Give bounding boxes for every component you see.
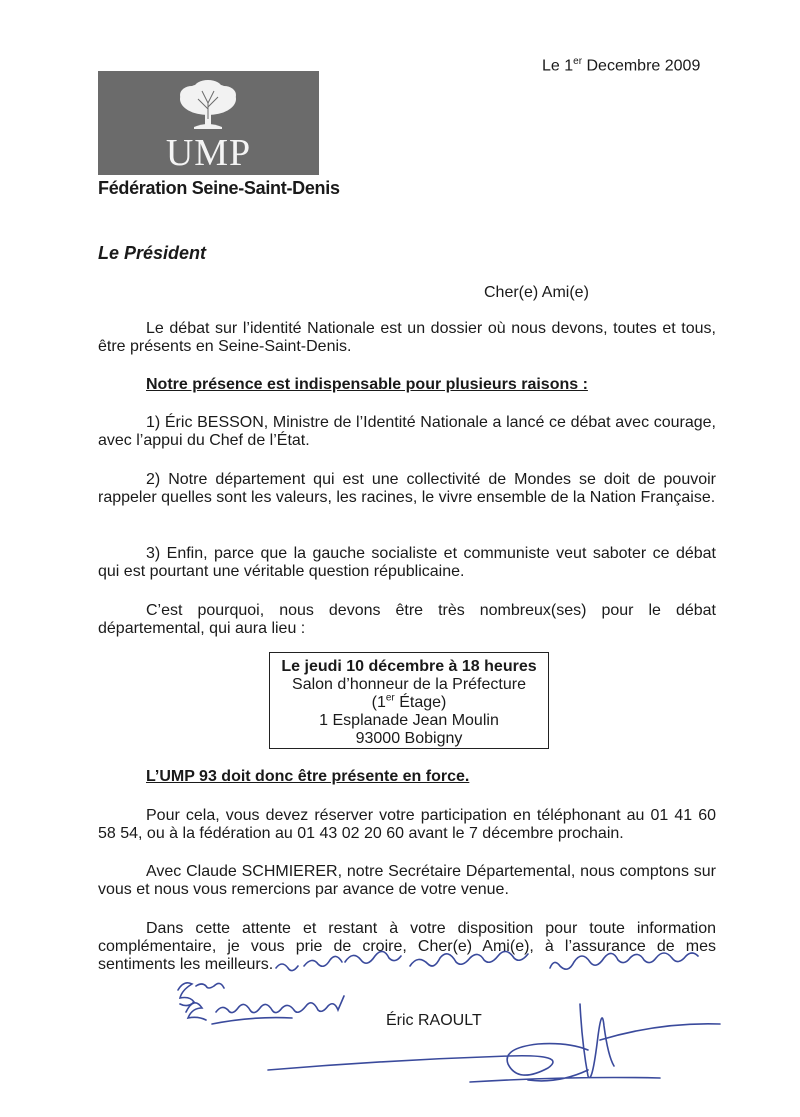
- transition-paragraph: C’est pourquoi, nous devons être très nombreux(ses) pour le débat départemental, qui aura lieu :: [98, 602, 716, 637]
- event-when: Le jeudi 10 décembre à 18 heures: [281, 658, 537, 675]
- reason-3-paragraph: 3) Enfin, parce que la gauche socialiste et communiste veut saboter ce débat qui est pourtant une véritable question républicaine.: [98, 545, 716, 580]
- reason-2-paragraph: 2) Notre département qui est une collectivité de Mondes se doit de pouvoir rappeler quelles sont les valeurs, les racines, le vivre ensemble de la Nation Française.: [98, 471, 716, 506]
- secretary-paragraph: Avec Claude SCHMIERER, notre Secrétaire Départemental, nous comptons sur vous et nous vous remercions par avance de votre venue.: [98, 863, 716, 898]
- handwritten-note: [178, 983, 344, 1020]
- intro-paragraph: Le débat sur l’identité Nationale est un dossier où nous devons, toutes et tous, être présents en Seine-Saint-Denis.: [98, 320, 716, 355]
- handwritten-addition: [276, 951, 698, 970]
- floor-prefix: (1: [371, 694, 386, 711]
- force-heading: L’UMP 93 doit donc être présente en force.: [146, 768, 470, 785]
- reasons-heading: Notre présence est indispensable pour plusieurs raisons :: [146, 376, 588, 393]
- salutation: Cher(e) Ami(e): [484, 284, 589, 301]
- federation-name: Fédération Seine-Saint-Denis: [98, 178, 340, 198]
- event-street: 1 Esplanade Jean Moulin: [319, 712, 499, 729]
- event-city: 93000 Bobigny: [355, 730, 463, 747]
- reason-1-paragraph: 1) Éric BESSON, Ministre de l’Identité Nationale a lancé ce débat avec courage, avec l’appui du Chef de l’État.: [98, 414, 716, 449]
- date-suffix: Decembre 2009: [582, 57, 701, 75]
- floor-suffix: Étage): [394, 694, 447, 711]
- date-superscript: er: [573, 56, 583, 67]
- booking-paragraph: Pour cela, vous devez réserver votre participation en téléphonant au 01 41 60 58 54, ou à la fédération au 01 43 02 20 60 avant le 7 décembre prochain.: [98, 807, 716, 842]
- signature: [268, 1004, 720, 1082]
- date-prefix: Le 1: [542, 57, 574, 75]
- signer-name: Éric RAOULT: [386, 1012, 482, 1029]
- floor-superscript: er: [385, 692, 395, 704]
- event-venue: Salon d’honneur de la Préfecture: [292, 676, 526, 693]
- logo-text: UMP: [165, 132, 252, 174]
- closing-paragraph: Dans cette attente et restant à votre disposition pour toute information complémentaire, je vous prie de croire, Cher(e) Ami(e), à l’assurance de mes sentiments les meilleurs.: [98, 920, 716, 973]
- sender-title: Le Président: [98, 243, 207, 263]
